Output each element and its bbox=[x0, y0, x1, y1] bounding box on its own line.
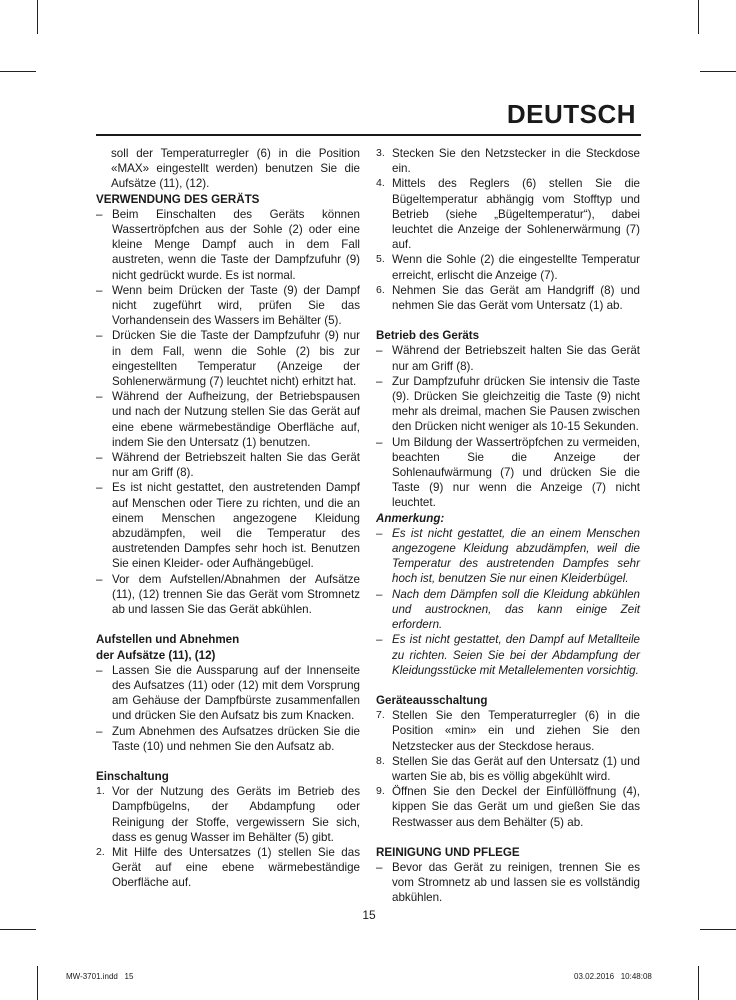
list-item-text: Lassen Sie die Aussparung auf der Innenseite des Aufsatzes (11) oder (12) mit dem Vorsprung am Gehäuse der Dampfbürste zusammenfallen und drücken Sie den Aufsatz bis zum Knacken. bbox=[112, 663, 360, 723]
list-item-text: Es ist nicht gestattet, die an einem Menschen angezogene Kleidung abzudämpfen, weil die Temperatur des austretenden Dampfes sehr hoch ist, benutzen Sie nur einen Kleiderbügel. bbox=[392, 526, 640, 586]
item-number: 8. bbox=[376, 754, 385, 767]
list-item bbox=[376, 343, 640, 373]
item-number: 9. bbox=[376, 785, 385, 798]
numbered-item bbox=[376, 708, 640, 754]
dash-bullet: – bbox=[96, 390, 103, 404]
item-number: 2. bbox=[96, 845, 105, 858]
numbered-item-text: Vor der Nutzung des Geräts im Betrieb des Dampfbügelns, der Abdampfung oder Reinigung der Stoffe, vergewissern Sie sich, dass es genug Wasser im Behälter (5) gibt. bbox=[112, 785, 360, 844]
list-item bbox=[96, 480, 360, 571]
dash-bullet: – bbox=[96, 329, 103, 343]
list-item bbox=[96, 724, 360, 754]
numbered-item bbox=[376, 176, 640, 252]
list-item bbox=[96, 663, 360, 724]
section-heading: Geräteausschaltung bbox=[376, 693, 488, 707]
section-verwendung bbox=[96, 192, 360, 618]
list-item bbox=[376, 526, 640, 587]
section-heading: Aufstellen und Abnehmen bbox=[96, 633, 240, 647]
list-item-text: Während der Betriebszeit halten Sie das Gerät nur am Griff (8). bbox=[392, 344, 640, 373]
list-item bbox=[376, 587, 640, 633]
numbered-item-text: Wenn die Sohle (2) die eingestellte Temperatur erreicht, erlischt die Anzeige (7). bbox=[392, 253, 640, 282]
crop-mark bbox=[698, 966, 699, 1000]
numbered-item-text: Öffnen Sie den Deckel der Einfüllöffnung (4), kippen Sie das Gerät um und gießen Sie das Restwasser aus dem Behälter (5) ab. bbox=[392, 785, 640, 829]
list-item-text: Während der Aufheizung, der Betriebspausen und nach der Nutzung stellen Sie das Gerät auf eine ebene wärmebeständige Oberfläche auf, indem Sie den Untersatz (1) benutzen. bbox=[112, 390, 360, 449]
list-item-text: Bevor das Gerät zu reinigen, trennen Sie es vom Stromnetz ab und lassen sie es vollständig abkühlen. bbox=[392, 860, 640, 905]
numbered-item bbox=[96, 845, 360, 891]
numbered-item-text: Stecken Sie den Netzstecker in die Steckdose ein. bbox=[392, 147, 640, 176]
crop-mark bbox=[698, 0, 699, 34]
list-item-text: Wenn beim Drücken der Taste (9) der Dampf nicht zugeführt wird, prüfen Sie das Vorhandensein des Wassers im Behälter (5). bbox=[112, 283, 360, 328]
section-reinigung bbox=[376, 845, 640, 906]
crop-mark bbox=[0, 929, 36, 930]
crop-mark bbox=[0, 71, 36, 72]
list-item-text: Es ist nicht gestattet, den Dampf auf Metallteile zu richten. Seien Sie bei der Abdampfung der Kleidungsstücke mit Metallelementen vorsichtig. bbox=[392, 633, 640, 677]
section-einschaltung bbox=[96, 769, 360, 891]
numbered-item bbox=[96, 784, 360, 845]
item-number: 1. bbox=[96, 785, 105, 798]
crop-mark bbox=[700, 71, 736, 72]
right-column bbox=[376, 146, 640, 921]
crop-mark bbox=[37, 966, 38, 1000]
section-heading: REINIGUNG UND PFLEGE bbox=[376, 845, 520, 859]
list-item bbox=[376, 632, 640, 678]
numbered-item-text: Nehmen Sie das Gerät am Handgriff (8) und nehmen Sie das Gerät vom Untersatz (1) ab. bbox=[392, 283, 640, 313]
page-title: DEUTSCH bbox=[506, 99, 636, 129]
list-item bbox=[96, 283, 360, 329]
dash-bullet: – bbox=[376, 374, 383, 388]
list-item bbox=[96, 389, 360, 450]
dash-bullet: – bbox=[96, 207, 103, 221]
section-heading: der Aufsätze (11), (12) bbox=[96, 648, 216, 662]
list-item bbox=[376, 435, 640, 511]
list-item-text: Zum Abnehmen des Aufsatzes drücken Sie die Taste (10) und nehmen Sie den Aufsatz ab. bbox=[112, 724, 360, 753]
page-number: 15 bbox=[362, 908, 376, 922]
list-item-text: Beim Einschalten des Geräts können Wassertröpfchen aus der Sohle (2) oder eine kleine Menge Dampf auch in dem Fall austreten, wenn die Taste der Dampfzufuhr (9) nicht gedrückt wurde. Es ist normal. bbox=[112, 207, 360, 282]
item-number: 4. bbox=[376, 177, 385, 190]
item-number: 7. bbox=[376, 709, 385, 722]
list-item bbox=[376, 860, 640, 906]
section-heading: VERWENDUNG DES GERÄTS bbox=[96, 192, 260, 206]
dash-bullet: – bbox=[376, 587, 383, 601]
left-column bbox=[96, 146, 360, 906]
dash-bullet: – bbox=[96, 724, 103, 738]
numbered-item bbox=[376, 252, 640, 282]
dash-bullet: – bbox=[376, 860, 383, 874]
dash-bullet: – bbox=[96, 663, 103, 677]
numbered-item-text: Mittels des Reglers (6) stellen Sie die Bügeltemperatur abhängig vom Stofftyp und Betrieb (siehe „Bügeltemperatur“), dabei leuchtet die Anzeige der Sohlenerwärmung (7) auf. bbox=[392, 177, 640, 252]
list-item bbox=[96, 328, 360, 389]
footer-timestamp: 03.02.2016 10:48:08 bbox=[574, 972, 652, 981]
crop-mark bbox=[37, 0, 38, 34]
list-item bbox=[96, 450, 360, 480]
dash-bullet: – bbox=[376, 633, 383, 647]
section-betrieb bbox=[376, 328, 640, 678]
footer-file: MW-3701.indd 15 bbox=[66, 972, 134, 981]
item-number: 3. bbox=[376, 147, 385, 159]
list-item-text: Es ist nicht gestattet, den austretenden Dampf auf Menschen oder Tiere zu richten, und die an einem Menschen angezogene Kleidung abzudämpfen, weil die Temperatur des austretenden Dampfes sehr hoch ist. Benutzen Sie einen Kleider- oder Aufhängebügel. bbox=[112, 481, 360, 571]
item-number: 6. bbox=[376, 283, 385, 296]
list-item-text: Während der Betriebszeit halten Sie das Gerät nur am Griff (8). bbox=[112, 451, 360, 480]
dash-bullet: – bbox=[96, 283, 103, 297]
list-item-text: Drücken Sie die Taste der Dampfzufuhr (9) nur in dem Fall, wenn die Sohle (2) bis zur eingestellten Temperatur (Anzeige der Sohlenerwärmung (7) leuchtet nicht) erhitzt hat. bbox=[112, 329, 360, 389]
section-ausschaltung bbox=[376, 693, 640, 830]
numbered-item-text: Stellen Sie das Gerät auf den Untersatz (1) und warten Sie ab, bis es völlig abgekühlt wird. bbox=[392, 754, 640, 783]
intro-paragraph: soll der Temperaturregler (6) in die Position «MAX» eingestellt werden) benutzen Sie die Aufsätze (11), (12). bbox=[111, 147, 360, 191]
dash-bullet: – bbox=[96, 572, 103, 586]
section-heading: Betrieb des Geräts bbox=[376, 329, 480, 343]
numbered-item-text: Stellen Sie den Temperaturregler (6) in die Position «min» ein und ziehen Sie den Netzstecker aus der Steckdose heraus. bbox=[392, 709, 640, 753]
dash-bullet: – bbox=[96, 481, 103, 495]
numbered-item bbox=[376, 283, 640, 313]
list-item-text: Nach dem Dämpfen soll die Kleidung abkühlen und austrocknen, das kann einige Zeit erfordern. bbox=[392, 587, 640, 632]
dash-bullet: – bbox=[376, 435, 383, 449]
list-item-text: Um Bildung der Wassertröpfchen zu vermeiden, beachten Sie die Anzeige der Sohlenaufwärmung (7) und drücken Sie die Taste (9) nur wenn die Anzeige (7) nicht leuchtet. bbox=[392, 435, 640, 510]
numbered-item-text: Mit Hilfe des Untersatzes (1) stellen Sie das Gerät auf eine ebene wärmebeständige Oberfläche auf. bbox=[112, 845, 360, 890]
dash-bullet: – bbox=[376, 526, 383, 540]
numbered-item bbox=[376, 784, 640, 830]
dash-bullet: – bbox=[96, 451, 103, 465]
numbered-item bbox=[376, 146, 640, 176]
section-aufstellen bbox=[96, 632, 360, 754]
list-item-text: Zur Dampfzufuhr drücken Sie intensiv die Taste (9). Drücken Sie gleichzeitig die Taste (9) nicht mehr als dreimal, machen Sie Pausen zwischen den Drücken nicht weniger als 10-15 Sekunden. bbox=[392, 374, 640, 434]
section-heading: Einschaltung bbox=[96, 769, 169, 783]
item-number: 5. bbox=[376, 253, 385, 266]
list-item bbox=[96, 572, 360, 618]
numbered-item bbox=[376, 754, 640, 784]
dash-bullet: – bbox=[376, 344, 383, 358]
list-item bbox=[96, 207, 360, 283]
crop-mark bbox=[700, 929, 736, 930]
list-item-text: Vor dem Aufstellen/Abnahmen der Aufsätze (11), (12) trennen Sie das Gerät vom Stromnetz ab und lassen Sie das Gerät abkühlen. bbox=[112, 572, 360, 617]
header-divider bbox=[96, 134, 641, 136]
list-item bbox=[376, 374, 640, 435]
note-heading: Anmerkung: bbox=[376, 511, 445, 525]
section-steps bbox=[376, 146, 640, 313]
